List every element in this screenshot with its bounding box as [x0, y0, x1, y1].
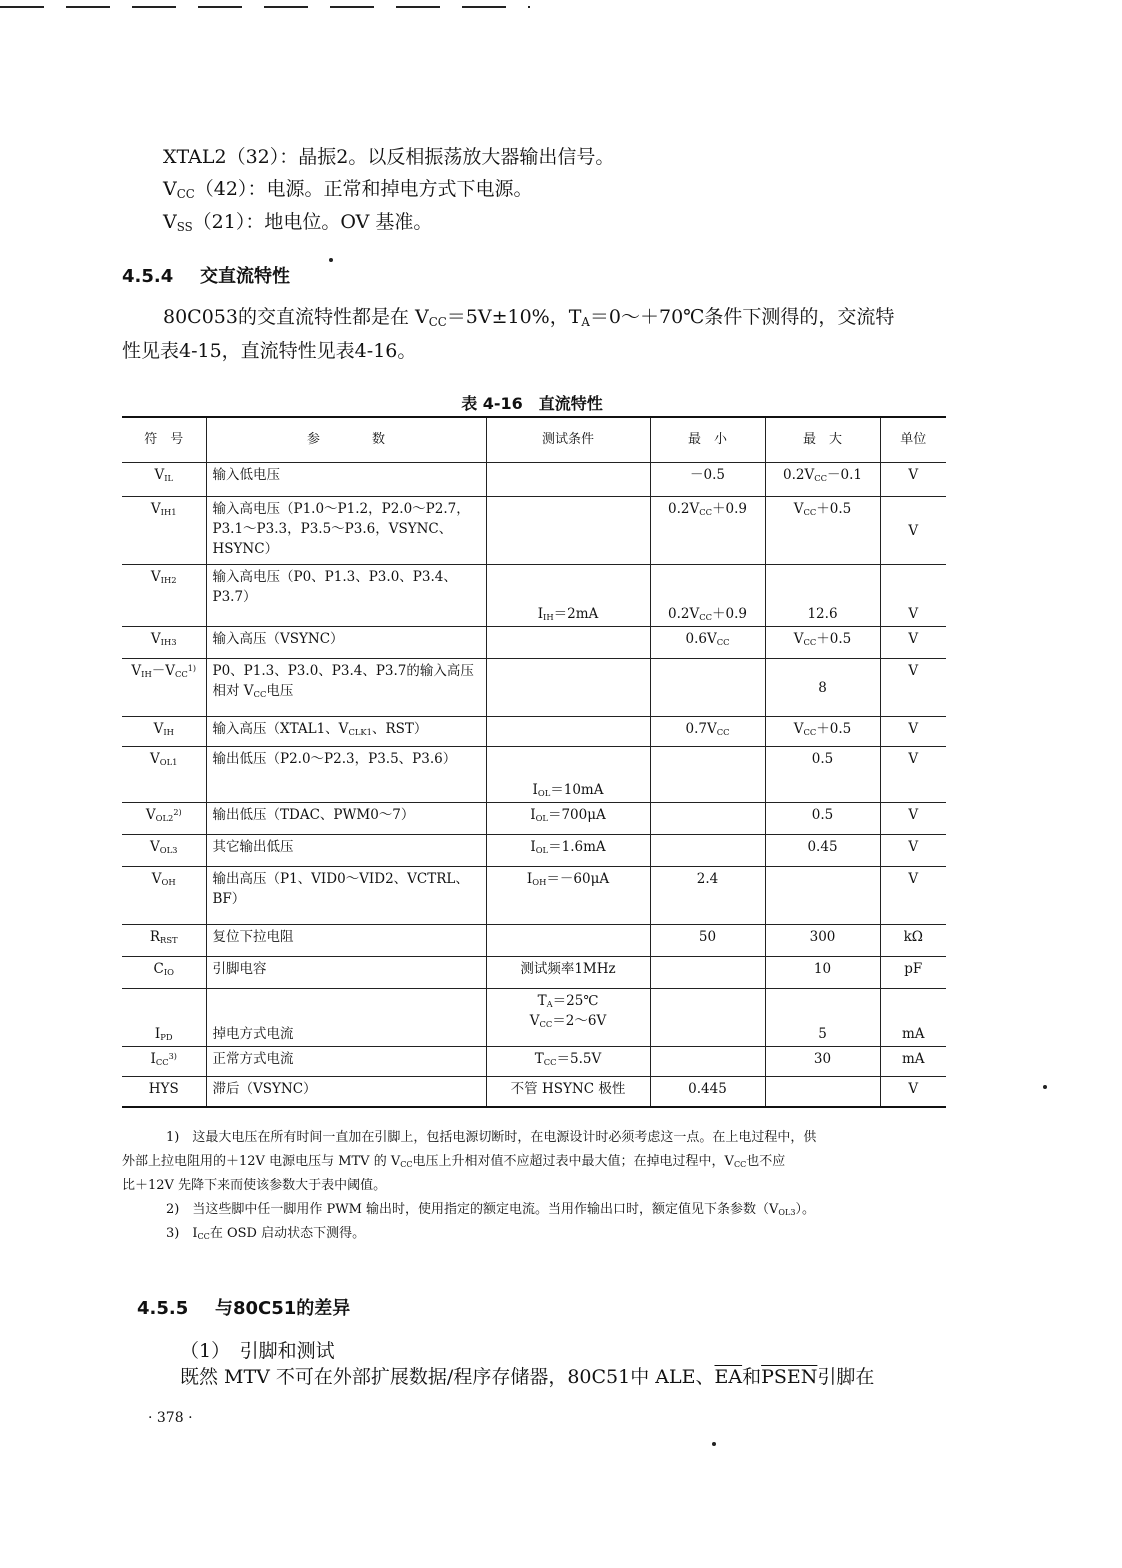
table-caption: 表 4-16 直流特性 [461, 394, 603, 413]
cell-parameter: 正常方式电流 [206, 1047, 486, 1077]
cell-unit: V [880, 835, 946, 867]
cell-max: 30 [765, 1047, 880, 1077]
cell-max: 12.6 [765, 565, 880, 627]
cell-max: 10 [765, 957, 880, 989]
cell-parameter: 输出高压（P1、VID0～VID2、VCTRL、BF） [206, 867, 486, 925]
cell-parameter: 输入高压（XTAL1、$V_{CLK1}$、RST） [206, 717, 486, 747]
cell-max: $V_{CC}+0.5$ [765, 627, 880, 659]
cell-condition: $T_{CC}=5.5V$ [486, 1047, 650, 1077]
cell-max [765, 867, 880, 925]
footnote-1a: 1) 这最大电压在所有时间一直加在引脚上，包括电源切断时，在电源设计时必须考虑这一点。在上电过程中，供 [166, 1130, 817, 1145]
cell-parameter: 输入低电压 [206, 463, 486, 497]
cell-symbol: $C_{IO}$ [122, 957, 206, 989]
cell-min: 0.445 [650, 1077, 765, 1107]
scan-speck [712, 1442, 716, 1446]
cell-symbol: $V_{IH1}$ [122, 497, 206, 565]
cell-unit: V [880, 717, 946, 747]
scan-speck [1043, 1085, 1047, 1089]
cell-parameter: 引脚电容 [206, 957, 486, 989]
table-row [122, 627, 946, 659]
cell-min [650, 957, 765, 989]
cell-unit: V [880, 1077, 946, 1107]
table-row [122, 867, 946, 925]
cell-min [650, 835, 765, 867]
col-header-parameter: 参 数 [206, 417, 486, 463]
table-row [122, 1047, 946, 1077]
cell-max: 0.5 [765, 747, 880, 803]
col-header-min: 最 小 [650, 417, 765, 463]
cell-unit: V [880, 867, 946, 925]
cell-max: 8 [765, 659, 880, 717]
cell-min: $0.7V_{CC}$ [650, 717, 765, 747]
cell-symbol: $V_{OL2}^{2)}$ [122, 803, 206, 835]
cell-unit: V [880, 627, 946, 659]
cell-condition: $I_{OH}=-60\mu A$ [486, 867, 650, 925]
cell-min: －0.5 [650, 463, 765, 497]
table-row [122, 565, 946, 627]
cell-unit: V [880, 803, 946, 835]
table-footnotes [122, 1126, 962, 1246]
section-heading-455: 4.5.5 与80C51的差异 [137, 1298, 351, 1319]
cell-symbol: $I_{PD}$ [122, 989, 206, 1047]
cell-unit: kΩ [880, 925, 946, 957]
ea-signal: $\overline{EA}$ [714, 1366, 743, 1388]
cell-max [765, 1077, 880, 1107]
col-header-unit: 单位 [880, 417, 946, 463]
cell-max: $0.2V_{CC}-0.1$ [765, 463, 880, 497]
cell-symbol: $V_{OL1}$ [122, 747, 206, 803]
col-header-symbol: 符 号 [122, 417, 206, 463]
cell-condition: 测试频率1MHz [486, 957, 650, 989]
table-header-row [122, 417, 946, 463]
dc-characteristics-table [122, 416, 946, 1108]
table-row [122, 497, 946, 565]
cell-symbol: HYS [122, 1077, 206, 1107]
cell-min [650, 803, 765, 835]
cell-min: $0.6V_{CC}$ [650, 627, 765, 659]
cell-condition [486, 925, 650, 957]
cell-condition [486, 497, 650, 565]
cell-max: 0.45 [765, 835, 880, 867]
footnote-2: 2) 当这些脚中任一脚用作 PWM 输出时，使用指定的额定电流。当用作输出口时，额定值见下条参数$(V_{OL3})$。 [166, 1202, 815, 1217]
cell-parameter: 输出低压（TDAC、PWM0～7） [206, 803, 486, 835]
table-row [122, 463, 946, 497]
cell-parameter: 输入高电压（P0、P1.3、P3.0、P3.4、P3.7） [206, 565, 486, 627]
intro-line-2: 性见表4-15，直流特性见表4-16。 [122, 340, 417, 362]
cell-unit: V [880, 747, 946, 803]
cell-symbol: $V_{IH}$ [122, 717, 206, 747]
cell-min [650, 989, 765, 1047]
table-row [122, 1077, 946, 1107]
scan-speck [329, 258, 333, 262]
cell-symbol: $V_{IL}$ [122, 463, 206, 497]
table-row [122, 803, 946, 835]
subsection-1-title: （1） 引脚和测试 [180, 1340, 335, 1362]
table-row [122, 835, 946, 867]
cell-max: 5 [765, 989, 880, 1047]
footnote-3: 3) $I_{CC}$在 OSD 启动状态下测得。 [166, 1226, 366, 1241]
table-row [122, 989, 946, 1047]
col-header-condition: 测试条件 [486, 417, 650, 463]
cell-unit: V [880, 659, 946, 717]
cell-unit: V [880, 497, 946, 565]
cell-unit: V [880, 565, 946, 627]
cell-min [650, 1047, 765, 1077]
pin-vcc-line: $V_{CC}(42)$：电源。正常和掉电方式下电源。 [163, 178, 533, 201]
cell-condition [486, 627, 650, 659]
cell-max: 0.5 [765, 803, 880, 835]
cell-parameter: P0、P1.3、P3.0、P3.4、P3.7的输入高压相对 $V_{CC}$电压 [206, 659, 486, 717]
cell-symbol: $V_{IH2}$ [122, 565, 206, 627]
cell-min: $0.2V_{CC}+0.9$ [650, 565, 765, 627]
cell-symbol: $V_{OH}$ [122, 867, 206, 925]
cell-unit: mA [880, 989, 946, 1047]
cell-condition [486, 463, 650, 497]
cell-unit: mA [880, 1047, 946, 1077]
cell-min: 2.4 [650, 867, 765, 925]
cell-condition: 不管 HSYNC 极性 [486, 1077, 650, 1107]
cell-condition: $T_A=25℃$ $V_{CC}=2\sim 6V$ [486, 989, 650, 1047]
cell-min [650, 659, 765, 717]
col-header-max: 最 大 [765, 417, 880, 463]
cell-symbol: $V_{OL3}$ [122, 835, 206, 867]
cell-min [650, 747, 765, 803]
table-row [122, 717, 946, 747]
cell-symbol: $V_{IH3}$ [122, 627, 206, 659]
cell-max: $V_{CC}+0.5$ [765, 717, 880, 747]
page-number: · 378 · [148, 1410, 193, 1426]
footnote-1c: 比＋12V 先降下来而使该参数大于表中阈值。 [122, 1178, 387, 1193]
cell-unit: V [880, 463, 946, 497]
cell-condition: $I_{OL}=1.6mA$ [486, 835, 650, 867]
cell-max: 300 [765, 925, 880, 957]
section-heading-454: 4.5.4 交直流特性 [122, 266, 290, 287]
cell-condition: $I_{IH}=2mA$ [486, 565, 650, 627]
table-row [122, 957, 946, 989]
cell-min: 50 [650, 925, 765, 957]
top-scan-marks [0, 6, 530, 8]
cell-condition: $I_{OL}=10mA$ [486, 747, 650, 803]
cell-min: $0.2V_{CC}+0.9$ [650, 497, 765, 565]
psen-signal: PSEN [761, 1366, 818, 1388]
cell-symbol: $I_{CC}^{3)}$ [122, 1047, 206, 1077]
cell-symbol: $V_{IH}-V_{CC}^{1)}$ [122, 659, 206, 717]
table-row [122, 925, 946, 957]
cell-condition: $I_{OL}=700\mu A$ [486, 803, 650, 835]
footnote-1b: 外部上拉电阻用的＋12V 电源电压与 MTV 的 $V_{CC}$电压上升相对值不应超过表中最大值；在掉电过程中，$V_{CC}$也不应 [122, 1154, 786, 1169]
cell-parameter: 复位下拉电阻 [206, 925, 486, 957]
intro-line-1: 80C053的交直流特性都是在 $V_{CC}=5V\pm 10\%$，$T_A=0\sim+70℃$条件下测得的，交流特 [163, 306, 895, 329]
cell-symbol: $R_{RST}$ [122, 925, 206, 957]
table-row [122, 659, 946, 717]
pin-xtal2-line: XTAL2（32）：晶振2。以反相振荡放大器输出信号。 [163, 146, 615, 168]
cell-condition [486, 659, 650, 717]
cell-parameter: 输入高压（VSYNC） [206, 627, 486, 659]
pin-vss-line: $V_{SS}(21)$：地电位。OV 基准。 [163, 211, 433, 234]
table-row [122, 747, 946, 803]
cell-condition [486, 717, 650, 747]
cell-parameter: 输入高电压（P1.0～P1.2，P2.0～P2.7，P3.1～P3.3，P3.5～P3.6，VSYNC、HSYNC） [206, 497, 486, 565]
cell-parameter: 其它输出低压 [206, 835, 486, 867]
cell-parameter: 滞后（VSYNC） [206, 1077, 486, 1107]
cell-parameter: 输出低压（P2.0～P2.3，P3.5、P3.6） [206, 747, 486, 803]
cell-max: $V_{CC}+0.5$ [765, 497, 880, 565]
cell-unit: pF [880, 957, 946, 989]
cell-parameter: 掉电方式电流 [206, 989, 486, 1047]
body-last-line: 既然 MTV 不可在外部扩展数据/程序存储器，80C51中 ALE、$\overline{EA}$和PSEN引脚在 [180, 1366, 875, 1388]
